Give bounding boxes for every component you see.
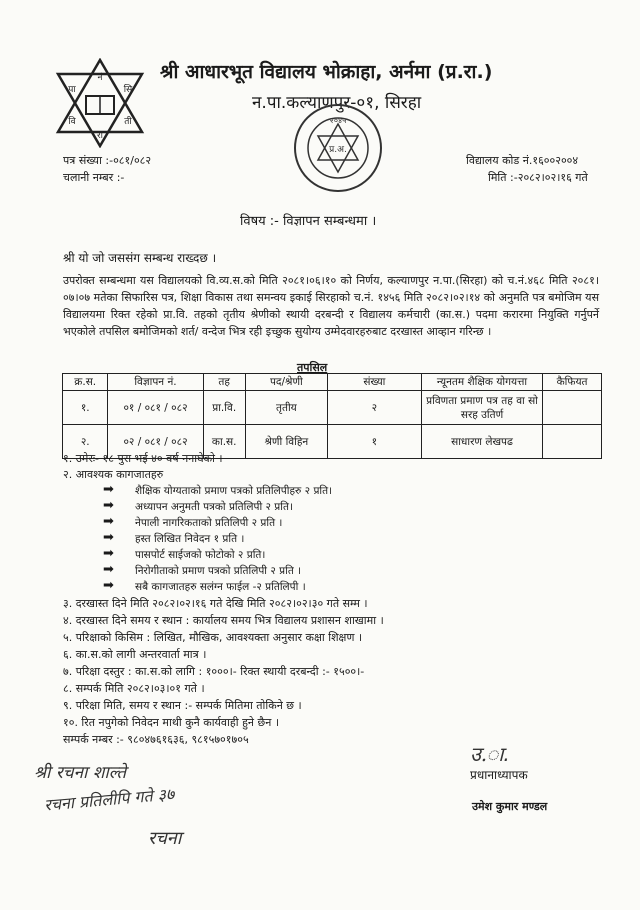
emblem-letter: वि <box>68 117 76 127</box>
condition-item: ८. सम्पर्क मिति २०८२।०३।०१ गते । <box>63 682 205 695</box>
header-cell: संख्या <box>327 374 421 391</box>
table-cell: साधारण लेखपढ <box>421 425 542 459</box>
table-cell: ०१ / ०८१ / ०८२ <box>108 391 203 425</box>
condition-item: ९. परिक्षा मिति, समय र स्थान :- सम्पर्क मितिमा तोकिने छ । <box>63 699 302 712</box>
emblem-letter: रा <box>96 131 104 141</box>
condition-item: ५. परिक्षाको किसिम : लिखित, मौखिक, आवश्यक्ता अनुसार कक्षा शिक्षण । <box>63 631 363 644</box>
table-cell: श्रेणी विहिन <box>245 425 327 459</box>
vacancy-table <box>62 373 602 459</box>
header-cell: तह <box>203 374 245 391</box>
condition-item: ६. का.स.को लागी अन्तरवार्ता मात्र । <box>63 648 207 661</box>
table-header-row <box>63 374 602 391</box>
arrow-right-icon: ➡ <box>103 482 114 497</box>
emblem-letter: सि <box>123 85 133 95</box>
arrow-right-icon: ➡ <box>103 562 114 577</box>
headmaster-signature: उ.ा. <box>470 742 510 766</box>
table-caption: तपसिल <box>297 361 328 374</box>
table-cell: तृतीय <box>245 391 327 425</box>
condition-item: १०. रित नपुगेको निवेदन माथी कुनै कार्यवाही हुने छैन । <box>63 716 280 729</box>
school-address: न.पा.कल्याणपुर-०१, सिरहा <box>252 93 422 113</box>
seal-number: २०४५ <box>329 116 347 125</box>
header-cell: कैफियत <box>543 374 602 391</box>
arrow-right-icon: ➡ <box>103 578 114 593</box>
table-cell: १. <box>63 391 108 425</box>
school-seal-icon <box>292 102 384 194</box>
handwritten-note-2: रचना प्रतिलीपि गते ३७ <box>43 784 175 815</box>
table-cell: २ <box>327 391 421 425</box>
table-cell <box>543 391 602 425</box>
emblem-letter: पा <box>68 85 76 95</box>
table-cell: प्रा.वि. <box>203 391 245 425</box>
condition-item: ३. दरखास्त दिने मिति २०८२।०२।१६ गते देखि मिति २०८२।०२।३० गते सम्म । <box>63 597 368 610</box>
header-cell: विज्ञापन नं. <box>108 374 203 391</box>
table-row <box>63 391 602 425</box>
condition-item: ७. परिक्षा दस्तुर : का.स.को लागि : १०००।- रिक्त स्थायी दरबन्दी :- १५००।- <box>63 665 365 678</box>
header-cell: पद/श्रेणी <box>245 374 327 391</box>
arrow-right-icon: ➡ <box>103 514 114 529</box>
arrow-right-icon: ➡ <box>103 498 114 513</box>
document-item: हस्त लिखित निवेदन १ प्रति । <box>135 533 245 545</box>
body-paragraph: उपरोक्त सम्बन्धमा यस विद्यालयको वि.व्य.स.को मिति २०८१।०६।१० को निर्णय, कल्याणपुर न.पा.(सिरहा) को च.नं.४६८ मिति २०८१।०७।०७ मतेका सिफारिस पत्र, शिक्षा विकास तथा समन्वय इकाई सिरहाको च.नं. १४५६ मिति २०८२।०२।१४ को अनुमति पत्र बमोजिम यस विद्यालयमा रिक्त रहेको प्रा.वि. तहको तृतीय श्रेणीको स्थायी दरबन्दी र विद्यालय कर्मचारी (का.स.) पदमा करारमा नियुक्ति गर्नुपर्ने भएकोले तपसिल बमोजिमको शर्त/ वन्देज भित्र रही इच्छुक सुयोग्य उम्मेदवारहरुबाट दरखास्त आव्हान गरिन्छ । <box>63 274 599 338</box>
table-cell: २. <box>63 425 108 459</box>
emblem-letter: नं <box>97 73 103 83</box>
arrow-right-icon: ➡ <box>103 546 114 561</box>
school-name: श्री आधारभूत विद्यालय भोक्राहा, अर्नमा (प्र.रा.) <box>160 61 493 83</box>
document-item: अध्यापन अनुमती पत्रको प्रतिलिपी २ प्रति। <box>135 501 293 513</box>
document-item: निरोगीताको प्रमाण पत्रको प्रतिलिपी २ प्रति । <box>135 565 302 577</box>
arrow-right-icon: ➡ <box>103 530 114 545</box>
handwritten-signature: रचना <box>148 828 182 849</box>
handwritten-note-1: श्री रचना शाल्ते <box>34 763 127 783</box>
table-cell: प्रविणता प्रमाण पत्र तह वा सो सरह उतिर्ण <box>421 391 542 425</box>
document-item: सबै कागजातहरु सलंग्न फाईल -२ प्रतिलिपी । <box>135 581 306 593</box>
headmaster-title: प्रधानाध्यापक <box>470 768 528 782</box>
document-item: शैक्षिक योग्यताको प्रमाण पत्रको प्रतिलिपीहरु २ प्रति। <box>135 485 333 497</box>
document-item: पासपोर्ट साईजको फोटोको २ प्रति। <box>135 549 266 561</box>
table-cell <box>543 425 602 459</box>
subject-line: विषय :- विज्ञापन सम्बन्धमा । <box>240 214 377 229</box>
condition-documents: २. आवश्यक कागजातहरु <box>63 468 164 481</box>
school-code: विद्यालय कोड नं.१६००२००४ <box>466 154 579 167</box>
headmaster-name: उमेश कुमार मण्डल <box>472 800 548 813</box>
letter-number: पत्र संख्या :-०८१/०८२ <box>63 154 152 167</box>
school-emblem-icon <box>50 58 150 148</box>
emblem-letter: ती <box>124 117 132 127</box>
header-cell: क्र.स. <box>63 374 108 391</box>
condition-age: १. उमेरः- १८ पुरा भई ४० वर्ष ननाघेको । <box>63 452 223 465</box>
table-cell: का.स. <box>203 425 245 459</box>
contact-numbers: सम्पर्क नम्बर :- ९८०४७६१६३६, ९८१५७०१७०५ <box>63 733 249 746</box>
condition-item: ४. दरखास्त दिने समय र स्थान : कार्यालय समय भित्र विद्यालय प्रशासन शाखामा । <box>63 614 384 627</box>
greeting: श्री यो जो जससंग सम्बन्ध राख्दछ । <box>63 251 217 265</box>
table-cell: १ <box>327 425 421 459</box>
letter-date: मिति :-२०८२।०२।१६ गते <box>488 171 588 184</box>
seal-mark: प्र.अ. <box>329 145 347 155</box>
header-cell: न्यूनतम शैक्षिक योगयत्ता <box>421 374 542 391</box>
table-cell: ०२ / ०८१ / ०८२ <box>108 425 203 459</box>
document-item: नेपाली नागरिकताको प्रतिलिपी २ प्रति । <box>135 517 283 529</box>
dispatch-number: चलानी नम्बर :- <box>63 171 125 184</box>
